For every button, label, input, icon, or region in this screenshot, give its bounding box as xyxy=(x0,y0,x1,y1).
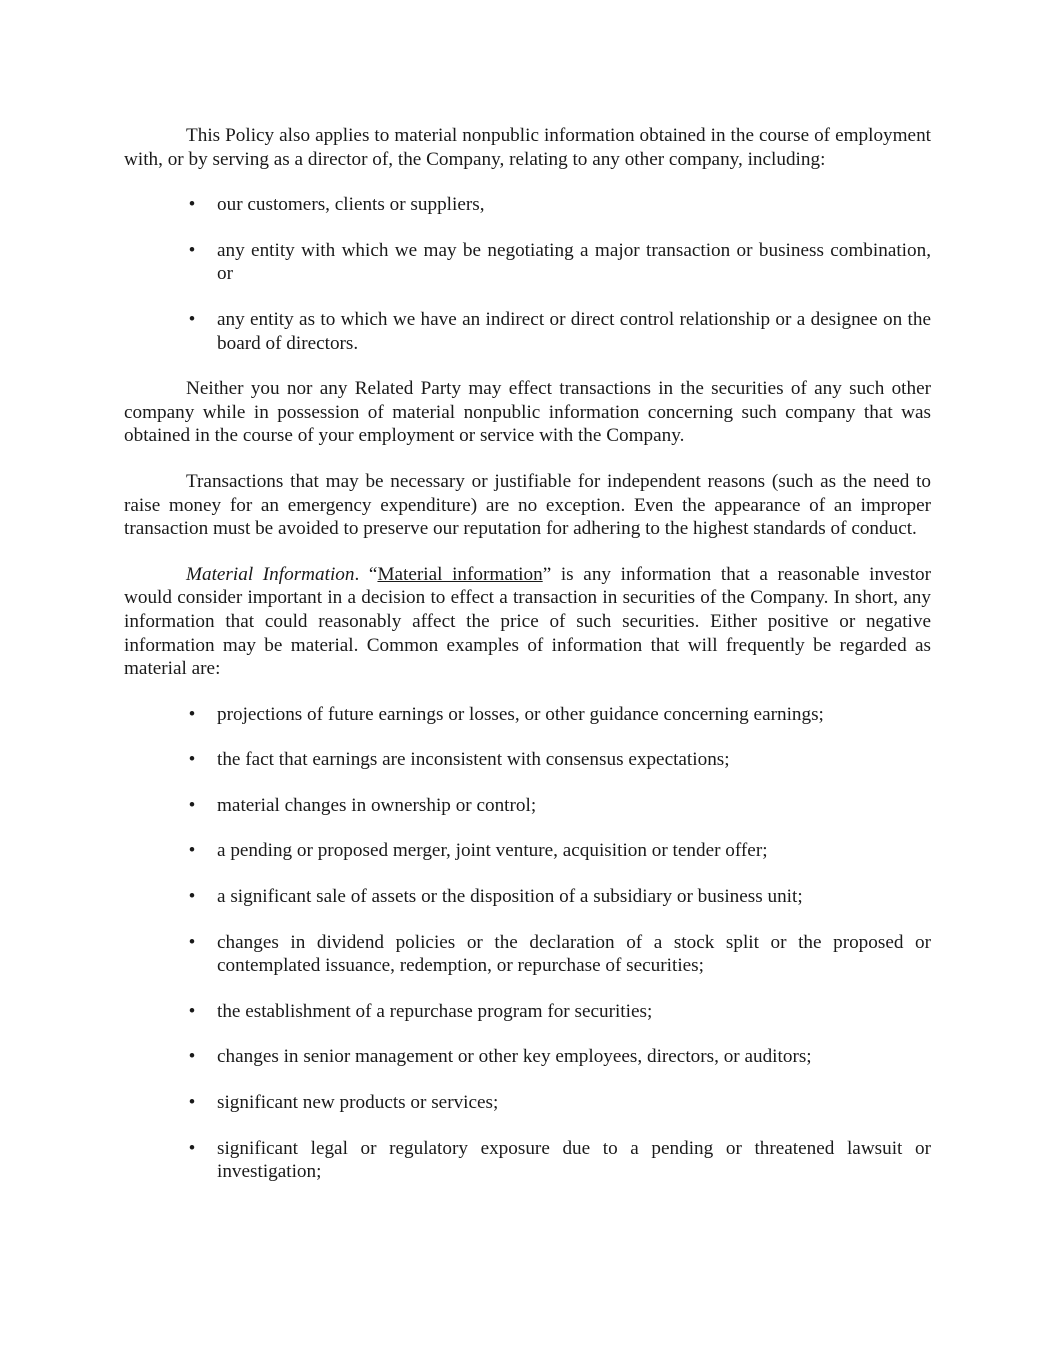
bullet-icon: • xyxy=(188,239,196,261)
list-item-text: a pending or proposed merger, joint venture, acquisition or tender offer; xyxy=(217,840,768,862)
bullet-icon: • xyxy=(188,931,196,953)
bullet-icon: • xyxy=(188,886,196,908)
document-page xyxy=(124,124,931,1206)
list-item xyxy=(124,1045,931,1069)
bullet-icon: • xyxy=(188,1000,196,1022)
material-information-heading: Material Information xyxy=(186,563,355,585)
list-item-text: projections of future earnings or losses, or other guidance concerning earnings; xyxy=(217,703,824,725)
list-item xyxy=(124,239,931,286)
bullet-icon: • xyxy=(188,1092,196,1114)
list-item-text: changes in dividend policies or the declaration of a stock split or the proposed or contemplated issuance, redemption, or repurchase of securities; xyxy=(217,931,931,977)
list-item-text: a significant sale of assets or the disposition of a subsidiary or business unit; xyxy=(217,886,803,908)
bullet-icon: • xyxy=(188,308,196,330)
other-company-list xyxy=(124,193,931,355)
material-information-body: ” is any information that a reasonable investor would consider important in a decision to effect a transaction in securities of the Company. In short, any information that could reasonably affect the price of such securities. Either positive or negative information may be material. Common examples of information that will frequently be regarded as material are: xyxy=(124,563,931,680)
bullet-icon: • xyxy=(188,1046,196,1068)
list-item-text: our customers, clients or suppliers, xyxy=(217,194,485,216)
list-item-text: significant legal or regulatory exposure due to a pending or threatened lawsuit or investigation; xyxy=(217,1137,931,1183)
list-item-text: changes in senior management or other key employees, directors, or auditors; xyxy=(217,1046,812,1068)
list-item xyxy=(124,703,931,727)
bullet-icon: • xyxy=(188,703,196,725)
list-item xyxy=(124,193,931,217)
list-item xyxy=(124,748,931,772)
defined-term: Material information xyxy=(377,563,543,585)
list-item-text: the establishment of a repurchase program for securities; xyxy=(217,1000,653,1022)
list-item-text: the fact that earnings are inconsistent with consensus expectations; xyxy=(217,749,730,771)
bullet-icon: • xyxy=(188,794,196,816)
bullet-icon: • xyxy=(188,1137,196,1159)
bullet-icon: • xyxy=(188,194,196,216)
list-item xyxy=(124,308,931,355)
list-item xyxy=(124,839,931,863)
list-item-text: any entity as to which we have an indirect or direct control relationship or a designee on the board of directors. xyxy=(217,308,931,354)
list-item xyxy=(124,931,931,978)
list-item-text: material changes in ownership or control; xyxy=(217,794,537,816)
heading-punctuation: . “ xyxy=(354,563,378,585)
intro-paragraph: This Policy also applies to material nonpublic information obtained in the course of employment with, or by serving as a director of, the Company, relating to any other company, including: xyxy=(124,125,931,170)
list-item-text: any entity with which we may be negotiating a major transaction or business combination, or xyxy=(217,239,931,285)
list-item xyxy=(124,1091,931,1115)
material-examples-list xyxy=(124,703,931,1184)
list-item xyxy=(124,794,931,818)
list-item-text: significant new products or services; xyxy=(217,1092,499,1114)
material-information-paragraph xyxy=(124,563,931,681)
bullet-icon: • xyxy=(188,749,196,771)
list-item xyxy=(124,885,931,909)
list-item xyxy=(124,1137,931,1184)
related-party-paragraph: Neither you nor any Related Party may effect transactions in the securities of any such other company while in possession of material nonpublic information concerning such company that was obtained in the course of your employment or service with the Company. xyxy=(124,378,931,447)
bullet-icon: • xyxy=(188,840,196,862)
list-item xyxy=(124,1000,931,1024)
exceptions-paragraph: Transactions that may be necessary or justifiable for independent reasons (such as the need to raise money for an emergency expenditure) are no exception. Even the appearance of an improper transaction must be avoided to preserve our reputation for adhering to the highest standards of conduct. xyxy=(124,470,931,540)
